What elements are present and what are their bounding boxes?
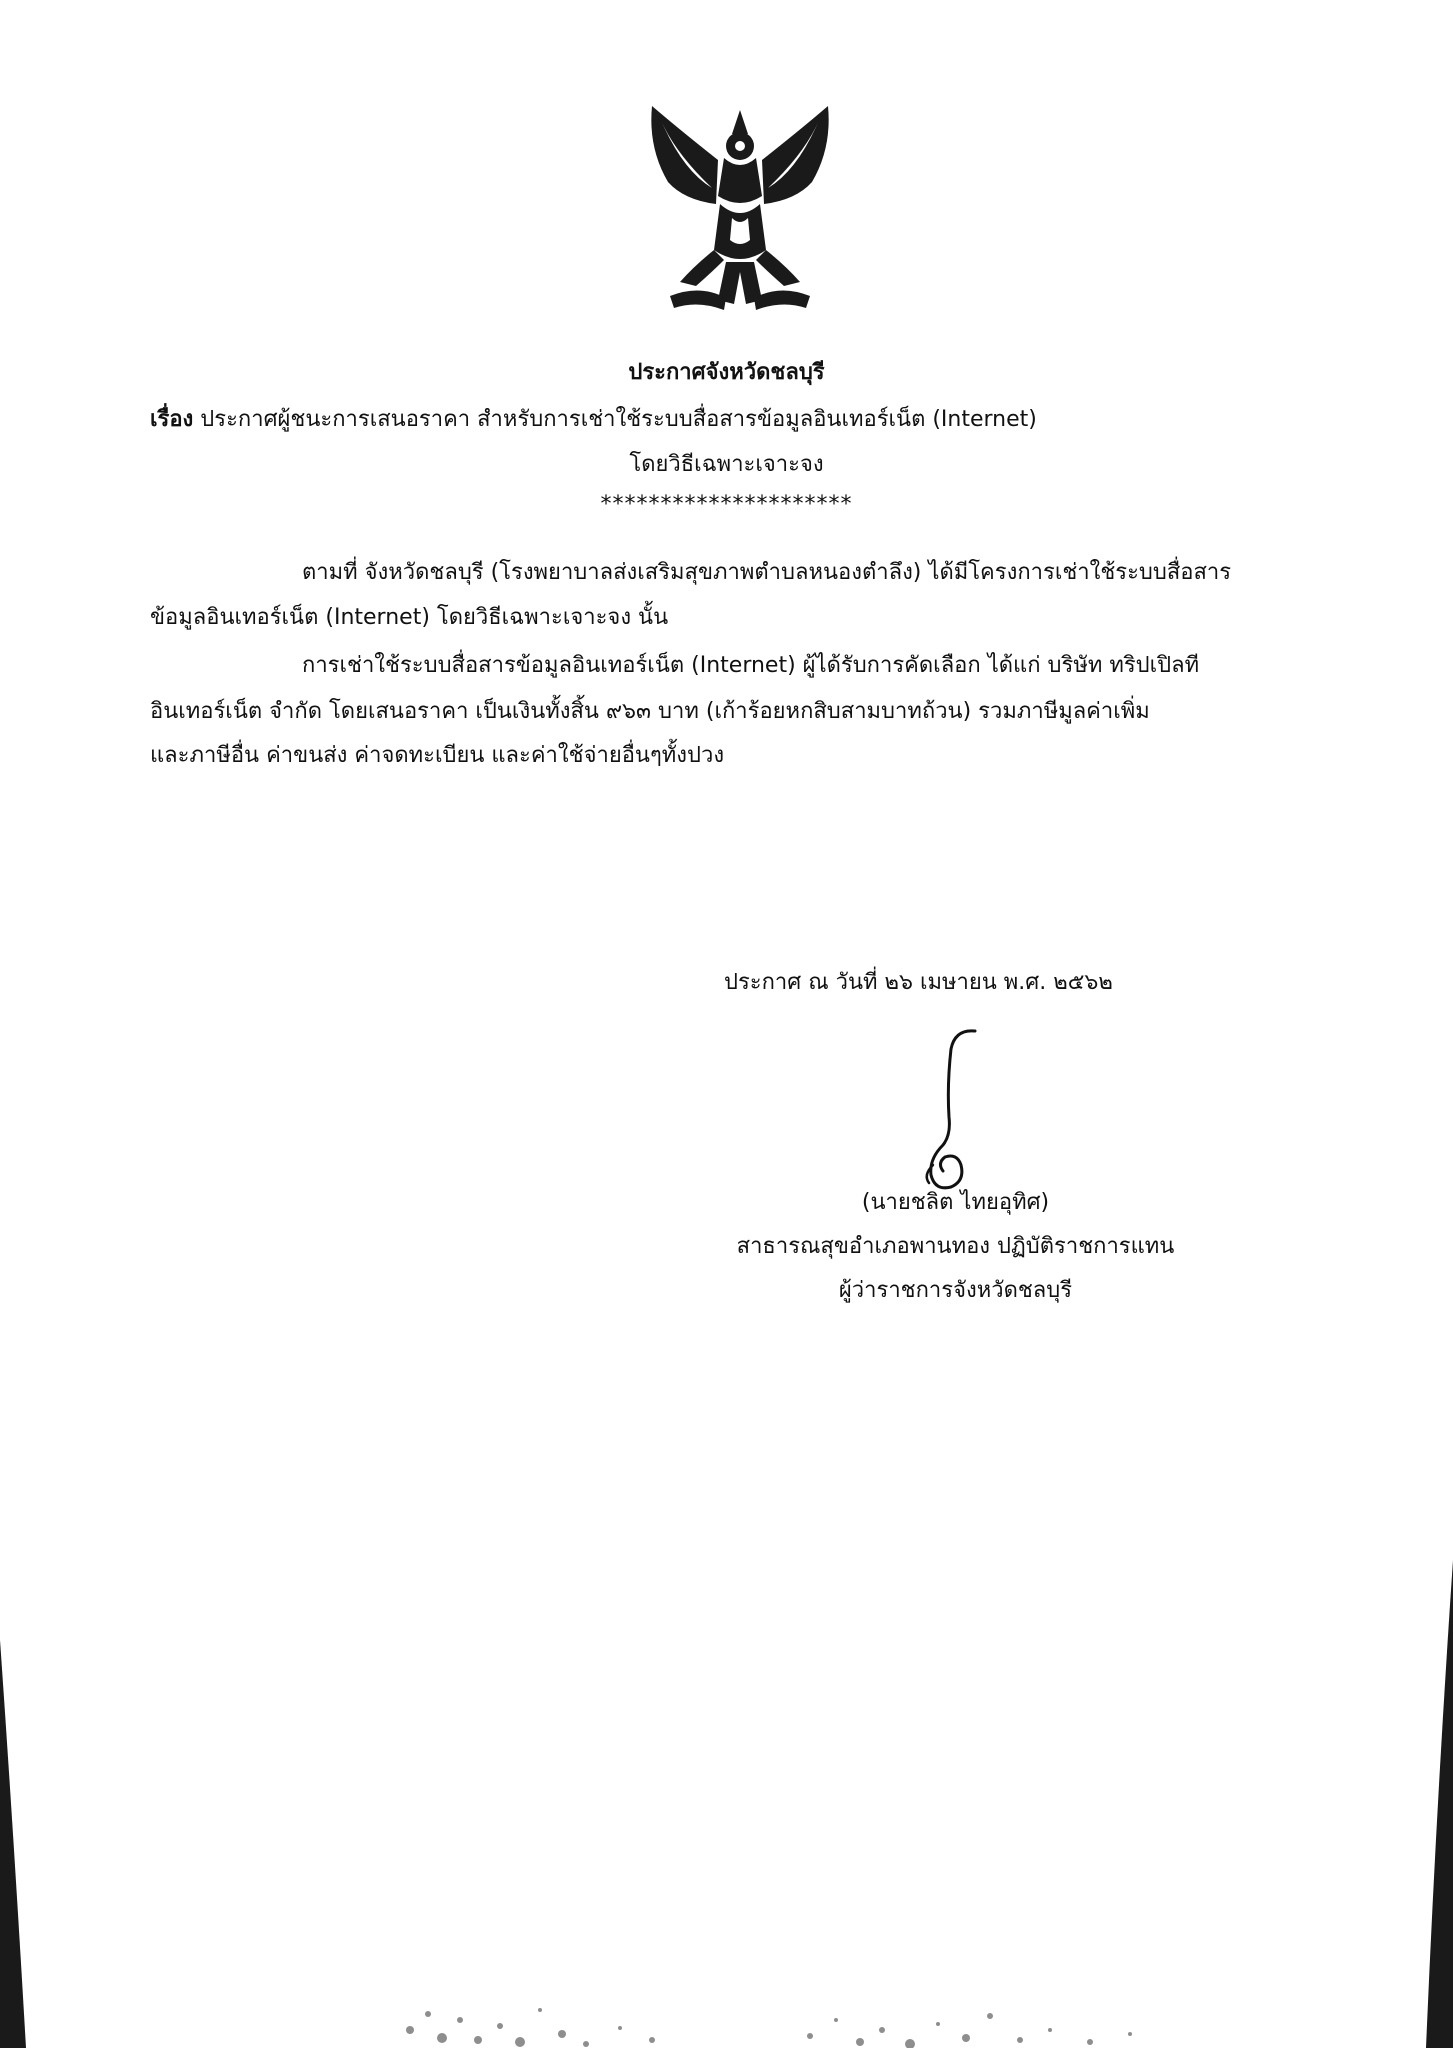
scan-edge-shadow [0,1640,30,2048]
paragraph-1-line-2: ข้อมูลอินเทอร์เน็ต (Internet) โดยวิธีเฉพาะเจาะจง นั้น [150,605,669,630]
scan-noise-speckles [390,1950,1210,2048]
divider-stars: ********************* [600,492,853,517]
procurement-method: โดยวิธีเฉพาะเจาะจง [629,452,824,477]
handwritten-signature [895,1025,1005,1195]
paragraph-2-line-3: และภาษีอื่น ค่าขนส่ง ค่าจดทะเบียน และค่าใช้จ่ายอื่นๆทั้งปวง [150,743,725,768]
signatory-name: (นายชลิต ไทยอุทิศ) [861,1190,1050,1215]
paragraph-2-line-1: การเช่าใช้ระบบสื่อสารข้อมูลอินเทอร์เน็ต (Internet) ผู้ได้รับการคัดเลือก ได้แก่ บริษัท ทริปเปิลที [302,653,1200,678]
subject-text: ประกาศผู้ชนะการเสนอราคา สำหรับการเช่าใช้ระบบสื่อสารข้อมูลอินเทอร์เน็ต (Internet) [200,407,1037,432]
announcement-date: ประกาศ ณ วันที่ ๒๖ เมษายน พ.ศ. ๒๕๖๒ [724,970,1113,995]
garuda-emblem-icon [640,100,840,320]
subject-line [150,405,1037,435]
signatory-position: สาธารณสุขอำเภอพานทอง ปฏิบัติราชการแทน [736,1234,1175,1259]
announcement-title: ประกาศจังหวัดชลบุรี [628,360,825,385]
paragraph-2-line-2: อินเทอร์เน็ต จำกัด โดยเสนอราคา เป็นเงินทั้งสิ้น ๙๖๓ บาท (เก้าร้อยหกสิบสามบาทถ้วน) รวมภาษีมูลค่าเพิ่ม [150,699,1150,724]
subject-label: เรื่อง [150,407,194,432]
signatory-role: ผู้ว่าราชการจังหวัดชลบุรี [838,1278,1073,1303]
paragraph-1-line-1: ตามที่ จังหวัดชลบุรี (โรงพยาบาลส่งเสริมสุขภาพตำบลหนองตำลึง) ได้มีโครงการเช่าใช้ระบบสื่อสาร [302,560,1232,585]
scan-edge-shadow-right [1420,1560,1453,2048]
